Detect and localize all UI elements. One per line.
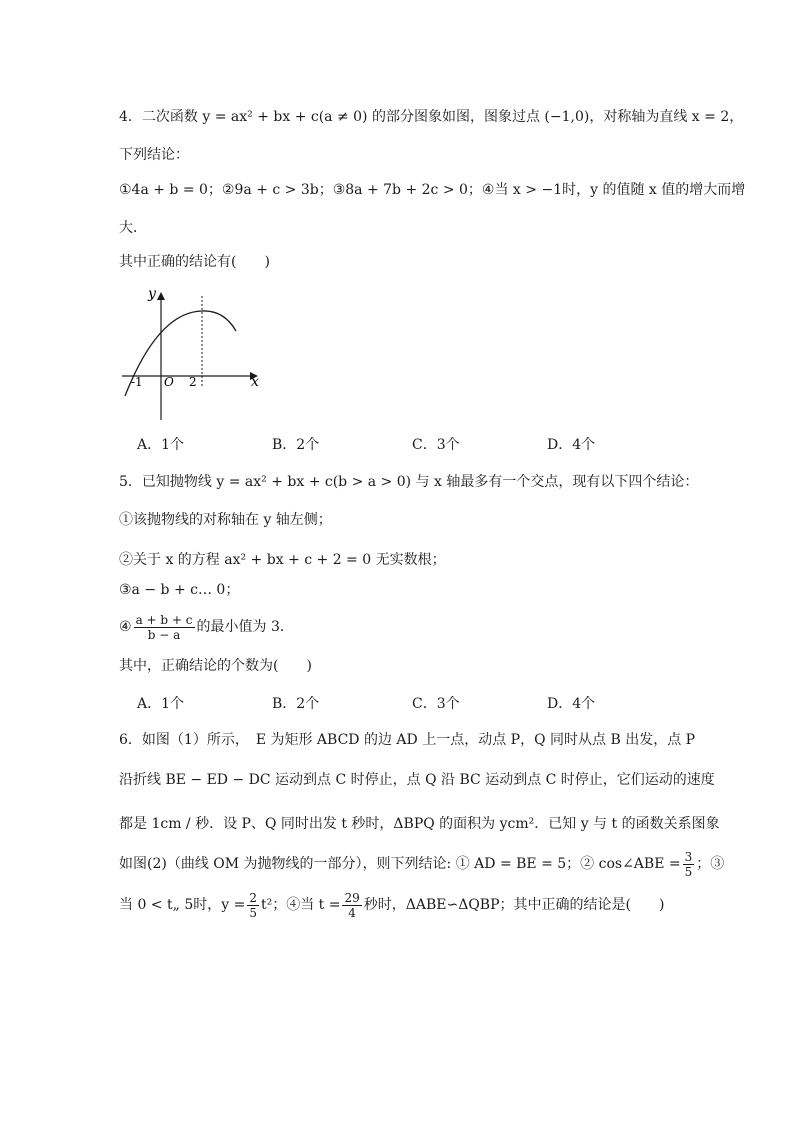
q5-stem-line5 [119,612,294,642]
q6-t-denominator: 4 [348,905,356,920]
q6-stem-line2: 沿折线 BE − ED − DC 运动到点 C 时停止，点 Q 沿 BC 运动到点 C 时停止，它们运动的速度 [119,772,715,788]
q6-line4-suffix: ；③ [696,856,725,872]
q4-option-a[interactable]: A．1个 [137,437,185,453]
q6-cos-fraction [683,850,695,879]
q5-option-a[interactable]: A．1个 [137,696,185,712]
q4-stem-line3: ①4a + b = 0；②9a + c > 3b；③8a + 7b + 2c > 0；④当 x > −1时，y 的值随 x 值的增大而增 [119,182,746,198]
q6-y-numerator: 2 [249,890,257,905]
q6-y-denominator: 5 [249,905,257,920]
y-axis-label: y [148,286,156,302]
q6-stem-line1: 6．如图（1）所示， E 为矩形 ABCD 的边 AD 上一点，动点 P，Q 同时从点 B 出发，点 P [119,732,696,748]
q5-option-c[interactable]: C．3个 [412,696,460,712]
q6-line5-part-a: 当 0 < t„ 5时，y = [119,897,246,913]
q6-stem-line3: 都是 1cm / 秒．设 P、Q 同时出发 t 秒时，ΔBPQ 的面积为 ycm²．已知 y 与 t 的函数关系图象 [119,816,720,832]
q5-fraction-numerator: a + b + c [135,612,193,627]
q6-stem-line5 [119,888,664,922]
q6-line5-part-b: t²；④当 t = [260,897,341,913]
q6-cos-denominator: 5 [684,864,693,879]
q5-option-d[interactable]: D．4个 [547,696,596,712]
q5-fraction [134,613,195,642]
q5-option-b[interactable]: B．2个 [272,696,320,712]
q4-option-b[interactable]: B．2个 [272,437,320,453]
q5-line5-suffix: 的最小值为 3． [196,619,294,635]
q5-line5-prefix: ④ [119,619,132,635]
q4-stem-line1: 4．二次函数 y = ax² + bx + c(a ≠ 0) 的部分图象如图，图象过点 (−1,0)，对称轴为直线 x = 2， [119,109,744,125]
q4-option-c[interactable]: C．3个 [412,437,460,453]
tick-label-neg1: -1 [131,375,143,389]
q6-t-numerator: 29 [344,890,360,905]
q5-fraction-denominator: b − a [147,627,181,642]
q6-y-fraction [247,891,259,920]
q5-stem-line2: ①该抛物线的对称轴在 y 轴左侧； [119,512,332,528]
q4-stem-line4: 大． [119,220,147,236]
q4-parabola-graph [118,282,268,427]
q6-line4-prefix: 如图(2)（曲线 OM 为抛物线的一部分），则下列结论: ① AD = BE = 5；② cos∠ABE = [119,856,681,872]
q6-line5-part-c: 秒时，ΔABE∽ΔQBP；其中正确的结论是( ) [363,897,665,913]
q5-stem-line6: 其中，正确结论的个数为( ) [119,658,312,674]
y-axis-arrow [157,292,165,300]
origin-label: O [164,375,174,389]
q6-cos-numerator: 3 [684,849,693,864]
q5-stem-line1: 5．已知抛物线 y = ax² + bx + c(b > a > 0) 与 x 轴最多有一个交点，现有以下四个结论： [119,474,699,490]
x-axis-label: x [251,374,259,390]
q4-stem-line5: 其中正确的结论有( ) [119,254,270,270]
q5-stem-line4: ③a − b + c… 0； [119,582,240,598]
q5-stem-line3: ②关于 x 的方程 ax² + bx + c + 2 = 0 无实数根； [119,552,446,568]
q6-stem-line4 [119,847,724,881]
q6-t-fraction [342,891,361,920]
q4-option-d[interactable]: D．4个 [547,437,596,453]
tick-label-2: 2 [189,375,197,389]
q4-stem-line2: 下列结论： [119,147,189,163]
